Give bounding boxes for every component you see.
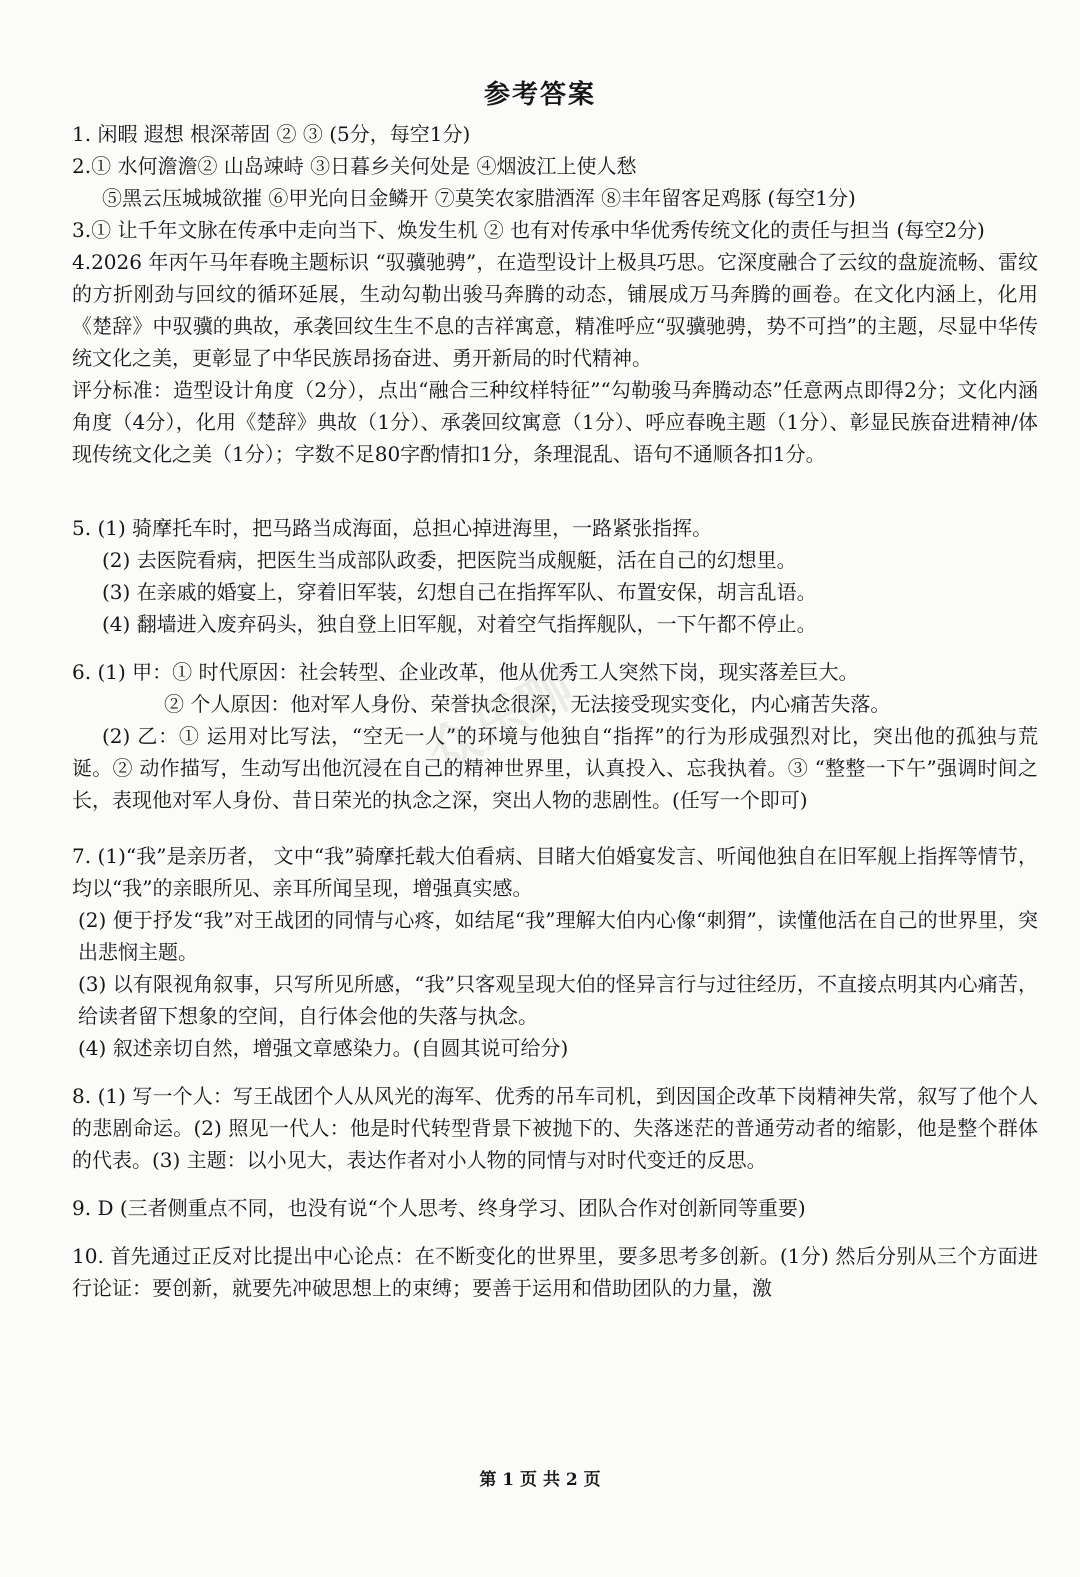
page-number: 第 1 页 共 2 页 [479, 1470, 601, 1490]
answer-3: 3.① 让千年文脉在传承中走向当下、焕发生机 ② 也有对传承中华优秀传统文化的责任与担当 (每空2分) [72, 218, 985, 242]
answer-2-line-2: ⑤黑云压城城欲摧 ⑥甲光向日金鳞开 ⑦莫笑农家腊酒浑 ⑧丰年留客足鸡豚 (每空1分) [102, 186, 856, 210]
answer-5-2: (2) 去医院看病，把医生当成部队政委，把医院当成舰艇，活在自己的幻想里。 [102, 548, 797, 572]
answer-9: 9. D (三者侧重点不同，也没有说“个人思考、终身学习、团队合作对创新同等重要) [72, 1196, 806, 1220]
answer-content [72, 118, 1038, 1304]
answer-6-3: (2) 乙：① 运用对比写法，“空无一人”的环境与他独自“指挥”的行为形成强烈对比，突出他的孤独与荒诞。② 动作描写，生动写出他沉浸在自己的精神世界里，认真投入、忘我执着。③ “整整一下午”强调时间之长，表现他对军人身份、昔日荣光的执念之深，突出人物的悲剧性。(任写一个即可) [72, 724, 1038, 812]
answer-7-4: (4) 叙述亲切自然，增强文章感染力。(自圆其说可给分) [78, 1036, 569, 1060]
answer-7-1: 7. (1)“我”是亲历者， 文中“我”骑摩托载大伯看病、目睹大伯婚宴发言、听闻他独自在旧军舰上指挥等情节，均以“我”的亲眼所见、亲耳所闻呈现，增强真实感。 [72, 844, 1038, 900]
answer-5-3: (3) 在亲戚的婚宴上，穿着旧军装，幻想自己在指挥军队、布置安保，胡言乱语。 [102, 580, 817, 604]
answer-4: 4.2026 年丙午马年春晚主题标识 “驭骥驰骋”，在造型设计上极具巧思。它深度融合了云纹的盘旋流畅、雷纹的方折刚劲与回纹的循环延展，生动勾勒出骏马奔腾的动态，铺展成万马奔腾的画卷。在文化内涵上，化用《楚辞》中驭骥的典故，承袭回纹生生不息的吉祥寓意，精准呼应“驭骥驰骋，势不可挡”的主题，尽显中华传统文化之美，更彰显了中华民族昂扬奋进、勇开新局的时代精神。 [72, 250, 1038, 370]
answer-7-2: (2) 便于抒发“我”对王战团的同情与心疼，如结尾“我”理解大伯内心像“刺猬”，读懂他活在自己的世界里，突出悲悯主题。 [78, 908, 1038, 964]
answer-5-1: 5. (1) 骑摩托车时，把马路当成海面，总担心掉进海里，一路紧张指挥。 [72, 516, 713, 540]
page-title: 参考答案 [483, 80, 596, 110]
answer-7-3: (3) 以有限视角叙事，只写所见所感，“我”只客观呈现大伯的怪异言行与过往经历，不直接点明其内心痛苦，给读者留下想象的空间，自行体会他的失落与执念。 [78, 972, 1038, 1028]
answer-5-4: (4) 翻墙进入废弃码头，独自登上旧军舰，对着空气指挥舰队，一下午都不停止。 [102, 612, 817, 636]
answer-1: 1. 闲暇 遐想 根深蒂固 ② ③ (5分，每空1分) [72, 122, 471, 146]
answer-6-1: 6. (1) 甲：① 时代原因：社会转型、企业改革，他从优秀工人突然下岗，现实落差巨大。 [72, 660, 859, 684]
answer-6-2: ② 个人原因：他对军人身份、荣誉执念很深，无法接受现实变化，内心痛苦失落。 [164, 692, 891, 716]
answer-4-scoring: 评分标准：造型设计角度（2分），点出“融合三种纹样特征”“勾勒骏马奔腾动态”任意两点即得2分；文化内涵角度（4分），化用《楚辞》典故（1分）、承袭回纹寓意（1分）、呼应春晚主题（1分）、彰显民族奋进精神/体现传统文化之美（1分）；字数不足80字酌情扣1分，条理混乱、语句不通顺各扣1分。 [72, 378, 1038, 466]
answer-10: 10. 首先通过正反对比提出中心论点：在不断变化的世界里，要多思考多创新。(1分) 然后分别从三个方面进行论证：要创新，就要先冲破思想上的束缚；要善于运用和借助团队的力量，激 [72, 1244, 1038, 1300]
watermark: 众乐聊 [417, 659, 584, 786]
answer-8: 8. (1) 写一个人：写王战团个人从风光的海军、优秀的吊车司机，到因国企改革下岗精神失常，叙写了他个人的悲剧命运。(2) 照见一代人：他是时代转型背景下被抛下的、失落迷茫的普通劳动者的缩影，他是整个群体的代表。(3) 主题：以小见大，表达作者对小人物的同情与对时代变迁的反思。 [72, 1084, 1038, 1172]
answer-2-line-1: 2.① 水何澹澹② 山岛竦峙 ③日暮乡关何处是 ④烟波江上使人愁 [72, 154, 637, 178]
